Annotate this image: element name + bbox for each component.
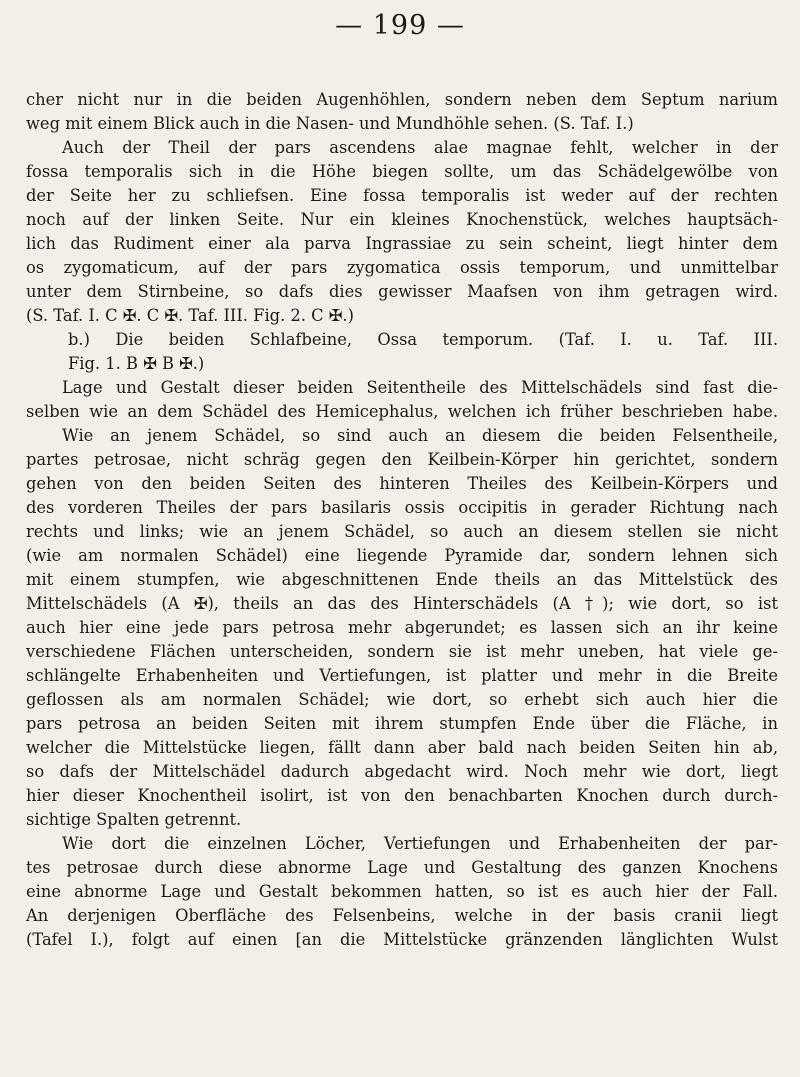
text-line: unter dem Stirnbeine, so dafs dies gewisser Maafsen von ihm getragen wird.	[26, 282, 778, 301]
text-line: Auch der Theil der pars ascendens alae magnae fehlt, welcher in der	[62, 138, 778, 157]
text-line: Lage und Gestalt dieser beiden Seitentheile des Mittelschädels sind fast die-	[62, 378, 778, 397]
text-line: Wie an jenem Schädel, so sind auch an diesem die beiden Felsentheile,	[62, 426, 778, 445]
text-line: partes petrosae, nicht schräg gegen den Keilbein-Körper hin gerichtet, sondern	[26, 450, 778, 469]
text-line: (wie am normalen Schädel) eine liegende Pyramide dar, sondern lehnen sich	[26, 546, 778, 565]
text-line: lich das Rudiment einer ala parva Ingrassiae zu sein scheint, liegt hinter dem	[26, 234, 778, 253]
text-line: rechts und links; wie an jenem Schädel, so auch an diesem stellen sie nicht	[26, 522, 778, 541]
text-line: verschiedene Flächen unterscheiden, sondern sie ist mehr uneben, hat viele ge-	[26, 642, 778, 661]
text-line: b.) Die beiden Schlafbeine, Ossa temporum. (Taf. I. u. Taf. III.	[68, 330, 778, 349]
text-line: der Seite her zu schliefsen. Eine fossa temporalis ist weder auf der rechten	[26, 186, 778, 205]
text-line: welcher die Mittelstücke liegen, fällt dann aber bald nach beiden Seiten hin ab,	[26, 738, 778, 757]
text-line: (S. Taf. I. C ✠. C ✠. Taf. III. Fig. 2. C ✠.)	[26, 306, 354, 325]
text-line: selben wie an dem Schädel des Hemicephalus, welchen ich früher beschrieben habe.	[26, 402, 778, 421]
text-line: An derjenigen Oberfläche des Felsenbeins, welche in der basis cranii liegt	[26, 906, 778, 925]
text-line: Fig. 1. B ✠ B ✠.)	[68, 354, 205, 373]
text-line: auch hier eine jede pars petrosa mehr abgerundet; es lassen sich an ihr keine	[26, 618, 778, 637]
text-line: (Tafel I.), folgt auf einen [an die Mittelstücke gränzenden länglichten Wulst	[26, 930, 778, 949]
text-line: so dafs der Mittelschädel dadurch abgedacht wird. Noch mehr wie dort, liegt	[26, 762, 778, 781]
text-line: pars petrosa an beiden Seiten mit ihrem stumpfen Ende über die Fläche, in	[26, 714, 778, 733]
page-number: — 199 —	[335, 10, 465, 41]
text-line: cher nicht nur in die beiden Augenhöhlen, sondern neben dem Septum narium	[26, 90, 778, 109]
text-line: fossa temporalis sich in die Höhe biegen sollte, um das Schädelgewölbe von	[26, 162, 778, 181]
text-line: geflossen als am normalen Schädel; wie dort, so erhebt sich auch hier die	[26, 690, 778, 709]
text-line: tes petrosae durch diese abnorme Lage und Gestaltung des ganzen Knochens	[26, 858, 778, 877]
text-line: hier dieser Knochentheil isolirt, ist von den benachbarten Knochen durch durch-	[26, 786, 778, 805]
text-line: sichtige Spalten getrennt.	[26, 810, 242, 829]
text-line: Mittelschädels (A ✠), theils an das des Hinterschädels (A †); wie dort, so ist	[26, 594, 778, 613]
text-line: os zygomaticum, auf der pars zygomatica ossis temporum, und unmittelbar	[26, 258, 778, 277]
text-line: gehen von den beiden Seiten des hinteren Theiles des Keilbein-Körpers und	[26, 474, 778, 493]
page-body-text	[26, 88, 778, 952]
text-line: schlängelte Erhabenheiten und Vertiefungen, ist platter und mehr in die Breite	[26, 666, 778, 685]
text-line: eine abnorme Lage und Gestalt bekommen hatten, so ist es auch hier der Fall.	[26, 882, 778, 901]
text-line: mit einem stumpfen, wie abgeschnittenen Ende theils an das Mittelstück des	[26, 570, 778, 589]
text-line: noch auf der linken Seite. Nur ein kleines Knochenstück, welches hauptsäch-	[26, 210, 778, 229]
text-line: Wie dort die einzelnen Löcher, Vertiefungen und Erhabenheiten der par-	[62, 834, 778, 853]
text-line: weg mit einem Blick auch in die Nasen- und Mundhöhle sehen. (S. Taf. I.)	[26, 114, 634, 133]
text-line: des vorderen Theiles der pars basilaris ossis occipitis in gerader Richtung nach	[26, 498, 778, 517]
